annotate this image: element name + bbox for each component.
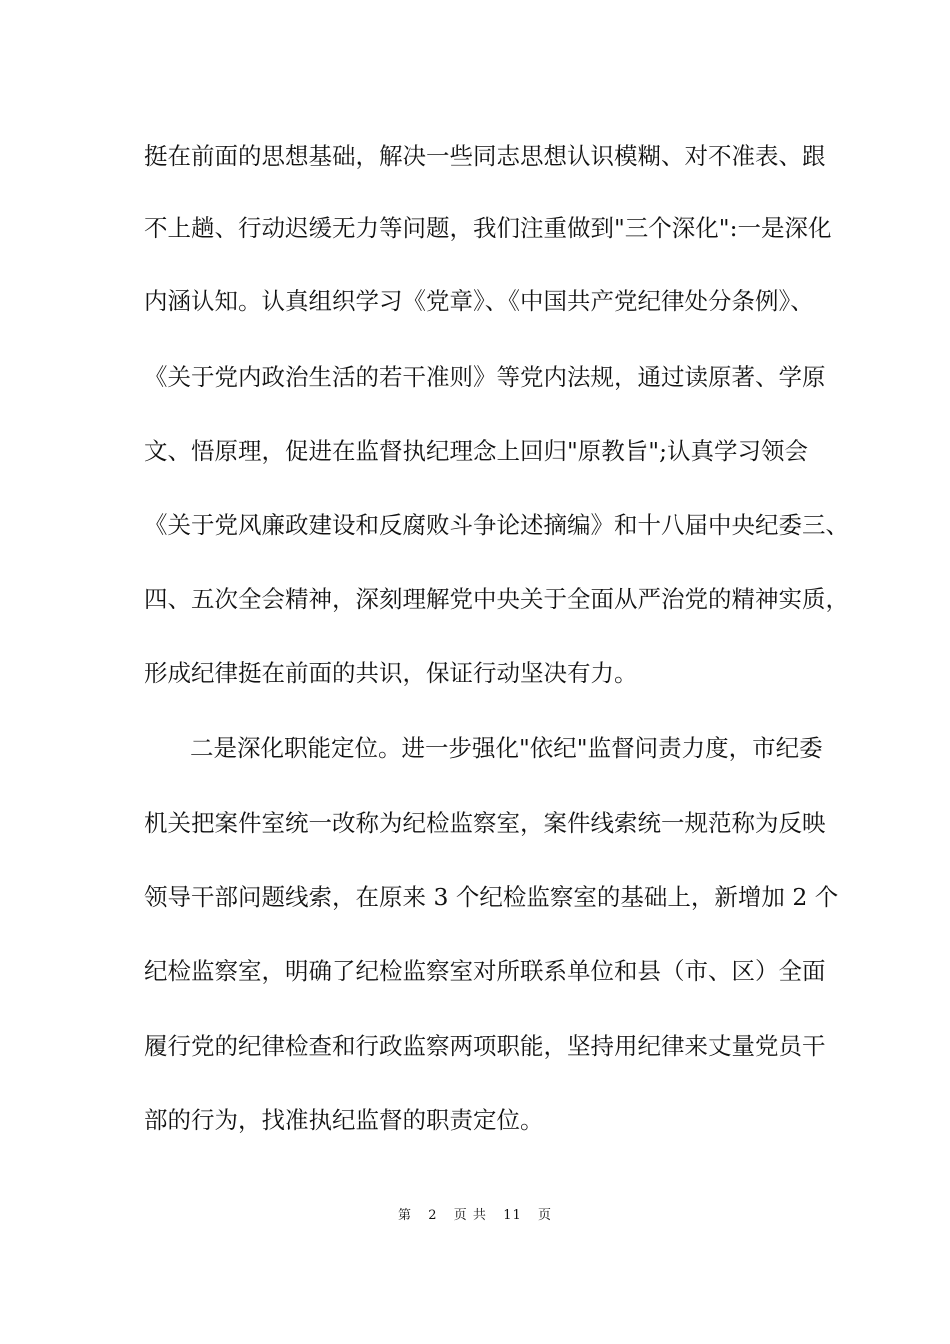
footer-middle: 页 共	[453, 1208, 487, 1223]
paragraph-2-line-3: 领导干部问题线索，在原来 3 个纪检监察室的基础上，新增加 2 个	[144, 883, 839, 911]
paragraph-1-line-2: 不上趟、行动迟缓无力等问题，我们注重做到"三个深化":一是深化	[144, 214, 832, 242]
paragraph-1-line-5: 文、悟原理，促进在监督执纪理念上回归"原教旨";认真学习领会	[144, 437, 809, 465]
page-footer	[0, 1207, 950, 1225]
paragraph-2-line-5: 履行党的纪律检查和行政监察两项职能，坚持用纪律来丈量党员干	[144, 1032, 826, 1060]
paragraph-1-line-7: 四、五次全会精神，深刻理解党中央关于全面从严治党的精神实质，	[144, 585, 849, 613]
footer-total-pages: 11	[503, 1208, 522, 1223]
paragraph-1-line-8: 形成纪律挺在前面的共识，保证行动坚决有力。	[144, 659, 638, 687]
paragraph-1-line-1: 挺在前面的思想基础，解决一些同志思想认识模糊、对不准表、跟	[144, 142, 826, 170]
footer-page-number: 2	[428, 1208, 438, 1223]
paragraph-1-line-4: 《关于党内政治生活的若干准则》等党内法规，通过读原著、学原	[144, 363, 826, 391]
paragraph-2-line-6: 部的行为，找准执纪监督的职责定位。	[144, 1106, 544, 1134]
paragraph-2-line-1: 二是深化职能定位。进一步强化"依纪"监督问责力度，市纪委	[190, 734, 823, 762]
paragraph-1-line-3: 内涵认知。认真组织学习《党章》、《中国共产党纪律处分条例》、	[144, 287, 814, 315]
footer-suffix: 页	[538, 1208, 553, 1223]
paragraph-2-line-2: 机关把案件室统一改称为纪检监察室，案件线索统一规范称为反映	[144, 809, 826, 837]
footer-prefix: 第	[397, 1208, 412, 1223]
paragraph-1-line-6: 《关于党风廉政建设和反腐败斗争论述摘编》和十八届中央纪委三、	[144, 511, 849, 539]
paragraph-2-line-4: 纪检监察室，明确了纪检监察室对所联系单位和县（市、区）全面	[144, 957, 826, 985]
